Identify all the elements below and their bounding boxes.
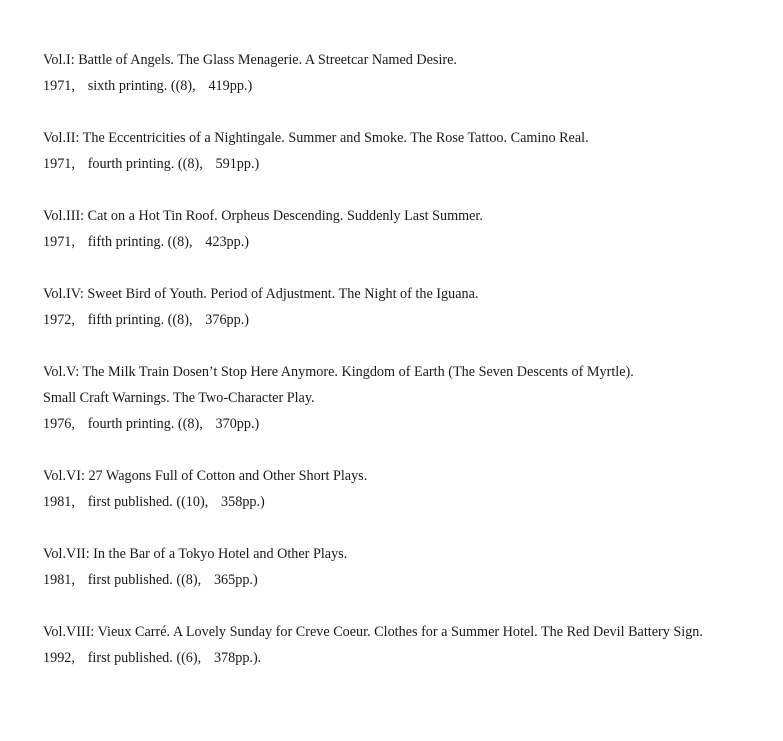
volume-entry: [43, 127, 773, 179]
volume-title-line: Vol.III: Cat on a Hot Tin Roof. Orpheus Descending. Suddenly Last Summer.: [43, 208, 483, 224]
volume-publication-info: [43, 569, 773, 595]
volume-entry: [43, 205, 773, 257]
volume-printing: fourth printing. ((8),: [87, 416, 203, 432]
volume-title-line: Vol.VIII: Vieux Carré. A Lovely Sunday for Creve Coeur. Clothes for a Summer Hotel. The Red Devil Battery Sign.: [43, 624, 703, 640]
volume-printing: first published. ((8),: [87, 572, 202, 588]
volume-entry: [43, 283, 773, 335]
volume-publication-info: [43, 491, 773, 517]
volume-printing: fifth printing. ((8),: [87, 312, 193, 328]
volume-year: 1981,: [43, 494, 75, 510]
volume-page-count: 358pp.): [221, 494, 265, 510]
volume-printing: first published. ((10),: [87, 494, 209, 510]
volume-publication-info: [43, 647, 773, 673]
volume-printing: sixth printing. ((8),: [87, 78, 196, 94]
volume-year: 1971,: [43, 234, 75, 250]
volume-title-line: Small Craft Warnings. The Two-Character Play.: [43, 390, 315, 406]
volume-year: 1976,: [43, 416, 75, 432]
volume-publication-info: [43, 153, 773, 179]
volume-page-count: 376pp.): [205, 312, 250, 328]
volume-entry: [43, 361, 773, 439]
volume-page-count: 419pp.): [208, 78, 253, 94]
volume-printing: fourth printing. ((8),: [87, 156, 203, 172]
volume-year: 1971,: [43, 156, 75, 172]
volume-title-line: Vol.V: The Milk Train Dosen’t Stop Here Anymore. Kingdom of Earth (The Seven Descents of Myrtle).: [43, 364, 634, 380]
volume-title-line: Vol.VI: 27 Wagons Full of Cotton and Other Short Plays.: [43, 468, 368, 484]
volume-title-line: Vol.VII: In the Bar of a Tokyo Hotel and Other Plays.: [43, 546, 348, 562]
volume-page-count: 423pp.): [205, 234, 250, 250]
volume-entry: [43, 543, 773, 595]
volume-printing: first published. ((6),: [87, 650, 202, 666]
volume-year: 1981,: [43, 572, 75, 588]
volume-title-line: Vol.I: Battle of Angels. The Glass Menagerie. A Streetcar Named Desire.: [43, 52, 457, 68]
volume-publication-info: [43, 231, 773, 257]
volume-page-count: 591pp.): [215, 156, 260, 172]
volume-entry: [43, 621, 773, 673]
volume-printing: fifth printing. ((8),: [87, 234, 193, 250]
volume-entry: [43, 465, 773, 517]
volume-year: 1972,: [43, 312, 75, 328]
volume-page-count: 365pp.): [213, 572, 258, 588]
volume-title-line: Vol.II: The Eccentricities of a Nightingale. Summer and Smoke. The Rose Tattoo. Camino Real.: [43, 130, 589, 146]
volume-year: 1992,: [43, 650, 75, 666]
volume-title-line: Vol.IV: Sweet Bird of Youth. Period of Adjustment. The Night of the Iguana.: [43, 286, 479, 302]
volume-publication-info: [43, 75, 773, 101]
volume-page-count: 378pp.).: [213, 650, 262, 666]
volume-publication-info: [43, 413, 773, 439]
document-page: [43, 49, 773, 699]
volume-year: 1971,: [43, 78, 75, 94]
volume-list: [43, 49, 773, 673]
volume-publication-info: [43, 309, 773, 335]
volume-page-count: 370pp.): [215, 416, 260, 432]
volume-entry: [43, 49, 773, 101]
